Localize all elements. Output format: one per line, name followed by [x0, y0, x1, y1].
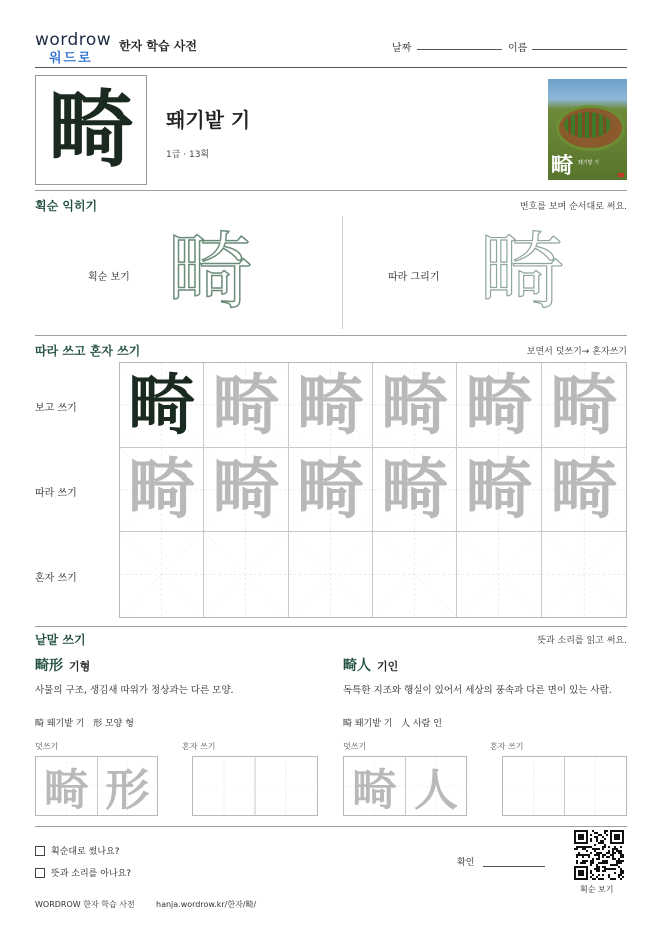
practice-cell[interactable]: [120, 448, 204, 533]
checklist-label-strokes: 획순대로 썼나요?: [51, 847, 120, 857]
practice-cell[interactable]: [120, 532, 204, 617]
practice-cell[interactable]: [457, 363, 541, 448]
date-label: 날짜: [392, 43, 412, 54]
hero-thumbnail: [548, 79, 627, 180]
trace-character: 畸: [212, 450, 279, 529]
checklist-label-meaning: 뜻과 소리를 아나요?: [51, 869, 132, 879]
stroke-section-note: 번호를 보며 순서대로 써요.: [519, 202, 627, 212]
word-2-definition: 독특한 지조와 행실이 있어서 세상의 풍속과 다른 면이 있는 사람.: [343, 685, 612, 696]
trace-character: 畸: [381, 450, 448, 529]
word-2-reading: 기인: [377, 660, 399, 673]
practice-cell[interactable]: [289, 448, 373, 533]
trace-character: 畸: [550, 450, 617, 529]
thumbnail-caption: 뙈기밭 기: [578, 160, 599, 166]
practice-cell[interactable]: [542, 532, 626, 617]
word-1-definition: 사물의 구조, 생김새 따위가 정상과는 다른 모양.: [35, 685, 234, 696]
hero-rule: [35, 190, 627, 191]
practice-section-title: 따라 쓰고 혼자 쓰기: [35, 344, 141, 358]
logo: [35, 30, 113, 66]
stroke-rule: [35, 335, 627, 336]
hero-grade-strokes: 1급 · 13획: [166, 150, 210, 160]
practice-cell[interactable]: [204, 363, 288, 448]
word-1-solo-label: 혼자 쓰기: [182, 742, 216, 751]
practice-cell[interactable]: [542, 448, 626, 533]
word-1-trace-box[interactable]: 畸 形: [35, 756, 158, 816]
page-title: 한자 학습 사전: [119, 39, 197, 53]
checkbox-strokes[interactable]: [35, 846, 45, 856]
stroke-divider: [342, 216, 343, 329]
row-label-trace: 따라 쓰기: [35, 488, 77, 499]
words-section-note: 뜻과 소리를 읽고 써요.: [537, 636, 627, 646]
stroke-section-title: 획순 익히기: [35, 199, 98, 213]
trace-character: 畸: [465, 365, 532, 444]
word-1-solo-box[interactable]: [192, 756, 318, 816]
word-1-parts: 畸 뙈기밭 기 形 모양 형: [35, 719, 134, 729]
confirm-field[interactable]: [483, 866, 545, 867]
word-1-hanja: 畸形: [35, 658, 63, 674]
practice-cell[interactable]: [542, 363, 626, 448]
trace-drawing-diagram[interactable]: 畸: [479, 223, 564, 321]
trace-character: 畸: [297, 365, 364, 444]
practice-cell[interactable]: [204, 532, 288, 617]
practice-cell[interactable]: [289, 532, 373, 617]
checklist-item-strokes[interactable]: [35, 844, 120, 857]
trace-character: 畸: [297, 450, 364, 529]
trace-character: 畸: [465, 450, 532, 529]
footer-url[interactable]: hanja.wordrow.kr/한자/畸/: [156, 900, 257, 909]
practice-cell[interactable]: [457, 448, 541, 533]
practice-cell[interactable]: [204, 448, 288, 533]
row-label-solo: 혼자 쓰기: [35, 573, 77, 584]
stroke-order-diagram: 畸: [167, 223, 252, 321]
checklist-item-meaning[interactable]: [35, 866, 131, 879]
confirm-label: 확인: [457, 858, 475, 868]
date-field[interactable]: [417, 49, 502, 50]
name-label: 이름: [508, 43, 528, 54]
practice-cell[interactable]: [373, 448, 457, 533]
word-2-title: [343, 655, 398, 675]
trace-character: 畸: [550, 365, 617, 444]
name-field[interactable]: [532, 49, 627, 50]
thumbnail-character: 畸: [551, 153, 574, 179]
trace-character: 畸: [381, 365, 448, 444]
practice-section-note: 보면서 덧쓰기→ 혼자쓰기: [526, 347, 627, 357]
words-section-title: 낱말 쓰기: [35, 633, 86, 647]
words-rule: [35, 826, 627, 827]
trace-character: 畸: [212, 365, 279, 444]
practice-rule: [35, 626, 627, 627]
practice-cell[interactable]: [120, 363, 204, 448]
hero-char-box: [35, 75, 147, 185]
practice-grid: [119, 362, 627, 618]
practice-cell[interactable]: [457, 532, 541, 617]
word-1-title: [35, 655, 90, 675]
word-2-hanja: 畸人: [343, 658, 371, 674]
qr-caption: 획순 보기: [580, 885, 614, 894]
qr-code[interactable]: [574, 830, 624, 880]
hero-meaning: 뙈기밭 기: [166, 108, 251, 132]
header-rule: [35, 67, 627, 68]
word-2-solo-box[interactable]: [502, 756, 627, 816]
trace-character: 畸: [128, 450, 195, 529]
trace-drawing-label: 따라 그리기: [388, 272, 440, 283]
word-2-trace-box[interactable]: 畸 人: [343, 756, 467, 816]
practice-cell[interactable]: [289, 363, 373, 448]
checkbox-meaning[interactable]: [35, 868, 45, 878]
model-character: 畸: [128, 365, 195, 444]
word-1-reading: 기형: [69, 660, 91, 673]
word-2-solo-label: 혼자 쓰기: [490, 742, 524, 751]
practice-cell[interactable]: [373, 532, 457, 617]
word-2-trace-label: 덧쓰기: [343, 742, 367, 751]
word-1-trace-label: 덧쓰기: [35, 742, 59, 751]
logo-wordmark: wordrow: [35, 30, 112, 50]
footer-brand: WORDROW 한자 학습 사전: [35, 900, 135, 909]
word-2-parts: 畸 뙈기밭 기 人 사람 인: [343, 719, 442, 729]
logo-korean: 워드로: [49, 51, 93, 66]
practice-cell[interactable]: [373, 363, 457, 448]
row-label-see: 보고 쓰기: [35, 403, 77, 414]
hero-character: 畸: [48, 80, 133, 179]
stroke-view-label: 획순 보기: [88, 272, 130, 283]
